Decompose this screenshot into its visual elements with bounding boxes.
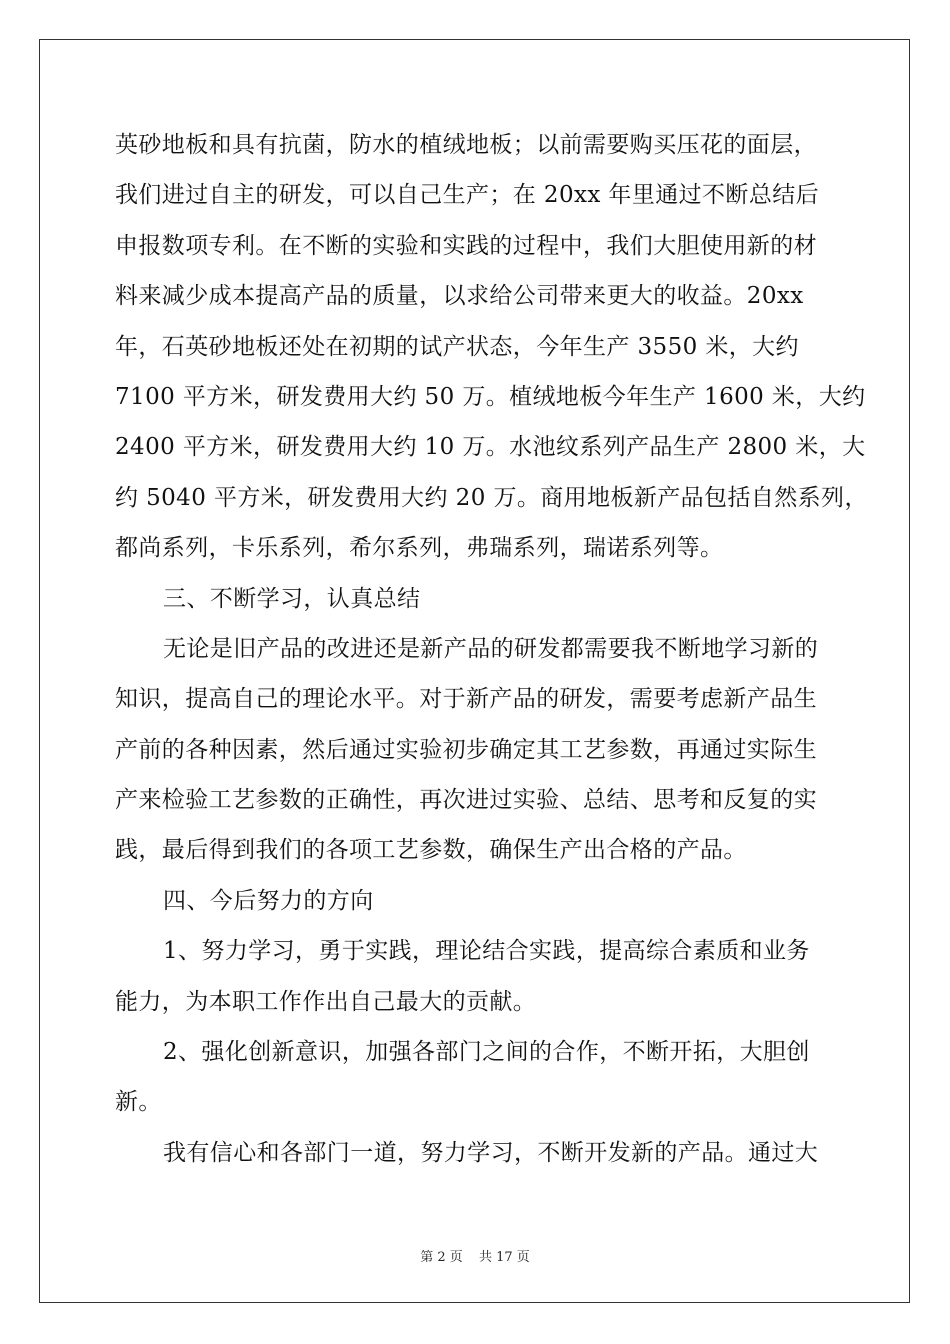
text-line: 无论是旧产品的改进还是新产品的研发都需要我不断地学习新的 xyxy=(163,635,819,662)
text-line: 产前的各种因素，然后通过实验初步确定其工艺参数，再通过实际生 xyxy=(115,736,817,763)
text-line: 知识，提高自己的理论水平。对于新产品的研发，需要考虑新产品生 xyxy=(115,686,817,713)
text-line: 我有信心和各部门一道，努力学习，不断开发新的产品。通过大 xyxy=(163,1139,819,1166)
text-line: 都尚系列，卡乐系列，希尔系列，弗瑞系列，瑞诺系列等。 xyxy=(115,535,724,562)
page-number: 第 2 页 xyxy=(420,1250,463,1265)
text-line: 能力，为本职工作作出自己最大的贡献。 xyxy=(115,988,537,1015)
text-line: 新。 xyxy=(115,1089,162,1116)
text-line: 我们进过自主的研发，可以自己生产；在 20xx 年里通过不断总结后 xyxy=(115,182,820,209)
list-item: 2、强化创新意识，加强各部门之间的合作，不断开拓，大胆创 xyxy=(163,1039,810,1066)
document-body xyxy=(115,120,868,1178)
text-line: 年，石英砂地板还处在初期的试产状态，今年生产 3550 米，大约 xyxy=(115,333,799,360)
text-line: 践，最后得到我们的各项工艺参数，确保生产出合格的产品。 xyxy=(115,837,747,864)
section-heading: 四、今后努力的方向 xyxy=(163,887,374,914)
list-item: 1、努力学习，勇于实践，理论结合实践，提高综合素质和业务 xyxy=(163,938,810,965)
text-line: 约 5040 平方米，研发费用大约 20 万。商用地板新产品包括自然系列， xyxy=(115,484,868,511)
page-total: 共 17 页 xyxy=(478,1250,530,1265)
text-line: 产来检验工艺参数的正确性，再次进过实验、总结、思考和反复的实 xyxy=(115,787,817,814)
text-line: 2400 平方米，研发费用大约 10 万。水池纹系列产品生产 2800 米，大 xyxy=(115,434,866,461)
text-line: 英砂地板和具有抗菌，防水的植绒地板；以前需要购买压花的面层， xyxy=(115,132,817,158)
text-line: 料来减少成本提高产品的质量，以求给公司带来更大的收益。20xx xyxy=(115,283,804,310)
text-line: 7100 平方米，研发费用大约 50 万。植绒地板今年生产 1600 米，大约 xyxy=(115,383,866,410)
page-footer xyxy=(0,1246,950,1265)
text-line: 申报数项专利。在不断的实验和实践的过程中，我们大胆使用新的材 xyxy=(115,232,817,259)
section-heading: 三、不断学习，认真总结 xyxy=(163,585,421,612)
